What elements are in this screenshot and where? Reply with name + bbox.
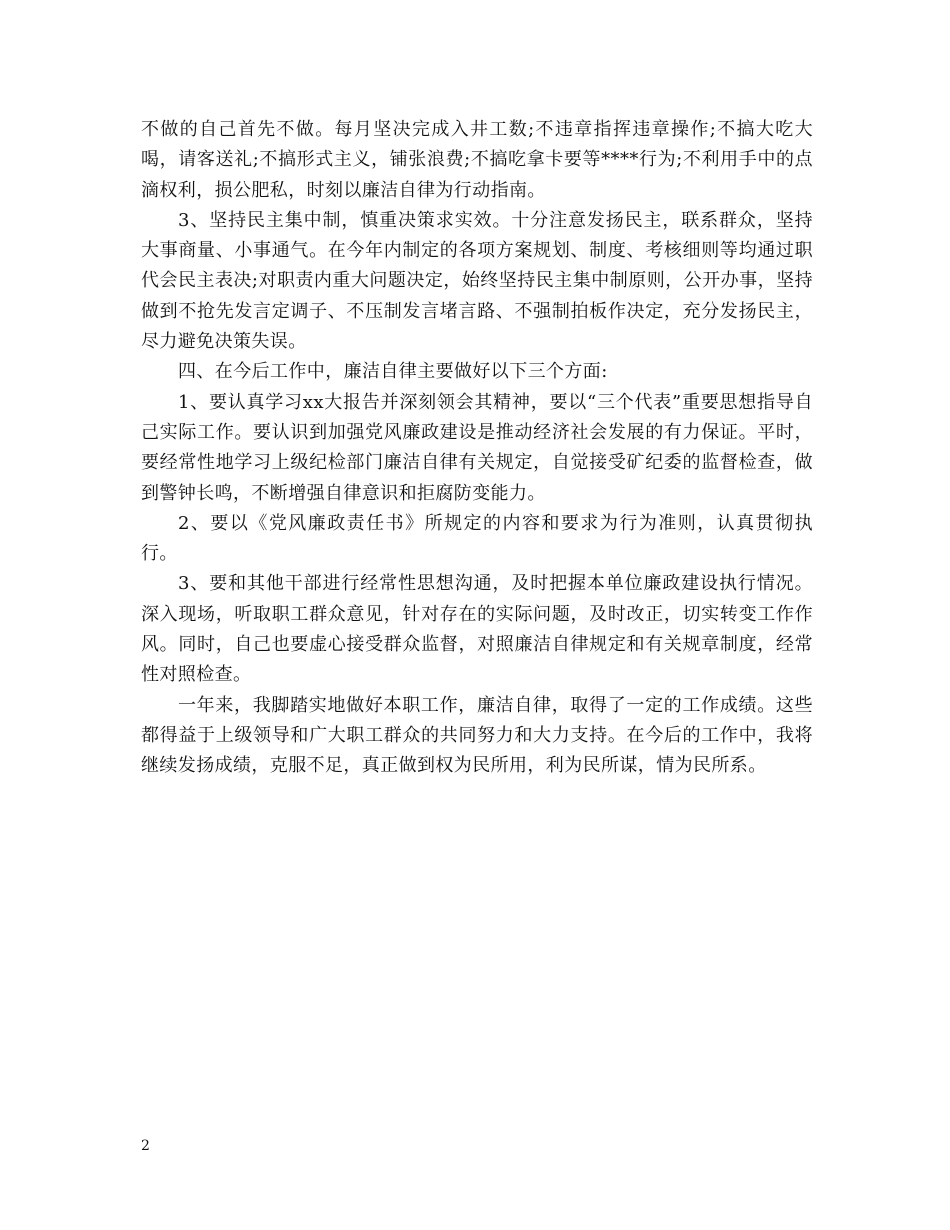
paragraph-conclusion: 一年来，我脚踏实地做好本职工作，廉洁自律，取得了一定的工作成绩。这些都得益于上级领导和广大职工群众的共同努力和大力支持。在今后的工作中，我将继续发扬成绩，克服不足，真正做到权为民所用，利为民所谋，情为民所系。 — [141, 694, 813, 777]
page-number: 2 — [141, 1138, 150, 1154]
paragraph-item-2: 2、要以《党风廉政责任书》所规定的内容和要求为行为准则，认真贯彻执行。 — [141, 512, 813, 565]
document-body — [141, 115, 813, 782]
paragraph-item-1: 1、要认真学习xx大报告并深刻领会其精神，要以“三个代表”重要思想指导自己实际工作。要认识到加强党风廉政建设是推动经济社会发展的有力保证。平时，要经常性地学习上级纪检部门廉洁自律有关规定，自觉接受矿纪委的监督检查，做到警钟长鸣，不断增强自律意识和拒腐防变能力。 — [141, 391, 813, 504]
paragraph-2: 3、坚持民主集中制，慎重决策求实效。十分注意发扬民主，联系群众，坚持大事商量、小事通气。在今年内制定的各项方案规划、制度、考核细则等均通过职代会民主表决;对职责内重大问题决定，始终坚持民主集中制原则，公开办事，坚持做到不抢先发言定调子、不压制发言堵言路、不强制拍板作决定，充分发扬民主，尽力避免决策失误。 — [141, 209, 813, 353]
paragraph-item-3: 3、要和其他干部进行经常性思想沟通，及时把握本单位廉政建设执行情况。深入现场，听取职工群众意见，针对存在的实际问题，及时改正，切实转变工作作风。同时，自己也要虚心接受群众监督，对照廉洁自律规定和有关规章制度，经常性对照检查。 — [141, 573, 813, 686]
section-heading-4: 四、在今后工作中，廉洁自律主要做好以下三个方面: — [178, 361, 608, 383]
paragraph-1: 不做的自己首先不做。每月坚决完成入井工数;不违章指挥违章操作;不搞大吃大喝，请客送礼;不搞形式主义，铺张浪费;不搞吃拿卡要等****行为;不利用手中的点滴权利，损公肥私，时刻以廉洁自律为行动指南。 — [141, 119, 813, 201]
